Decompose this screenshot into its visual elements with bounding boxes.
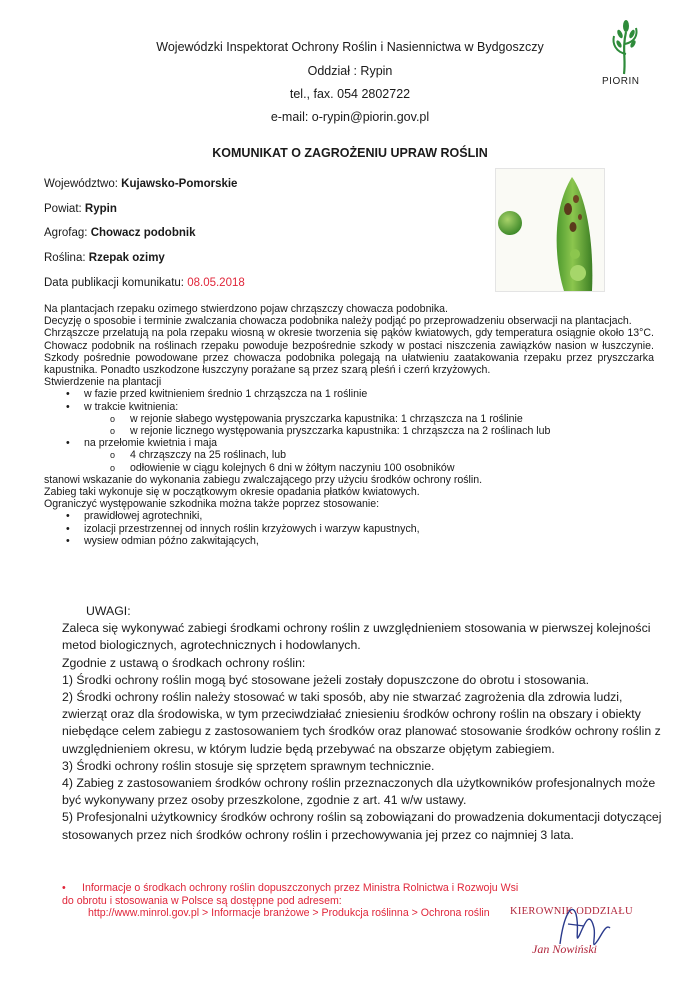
list-item: • prawidłowej agrotechniki,	[44, 510, 654, 522]
email-address[interactable]: e-mail: o-rypin@piorin.gov.pl	[270, 110, 430, 124]
field-voivodeship	[44, 178, 237, 190]
info-note	[62, 882, 582, 920]
legal-notes	[62, 603, 662, 844]
field-value: Kujawsko-Pomorskie	[121, 178, 238, 190]
list-item: o 4 chrząszczy na 25 roślinach, lub	[44, 449, 654, 461]
paragraph: Ograniczyć występowanie szkodnika można także poprzez stosowanie:	[44, 498, 380, 511]
field-label: Agrofag:	[44, 227, 88, 239]
paragraph: 5) Profesjonalni użytkownicy środków ochrony roślin są zobowiązani do prowadzenia dokumentacji dotyczącej stosowanych przez nich środków ochrony roślin i przechowywania jej przez co najmniej 3 lata.	[62, 810, 662, 842]
org-name: Wojewódzki Inspektorat Ochrony Roślin i Nasiennictwa w Bydgoszczy	[156, 40, 544, 54]
notes-heading: UWAGI:	[86, 604, 131, 618]
threshold-list	[44, 437, 654, 449]
piorin-logo	[600, 14, 648, 94]
field-pest	[44, 227, 195, 239]
signature-stamp	[510, 906, 660, 986]
field-value: Rypin	[84, 203, 117, 215]
pod-photo-icon	[496, 169, 604, 291]
list-item: • w trakcie kwitnienia:	[44, 401, 654, 413]
info-line: • Informacje o środkach ochrony roślin dopuszczonych przez Ministra Rolnictwa i Rozwoju Wsi	[62, 882, 519, 894]
list-item: • izolacji przestrzennej od innych roślin krzyżowych i warzyw kapustnych,	[44, 523, 654, 535]
logo-text: PIORIN	[602, 76, 640, 87]
field-label: Województwo:	[44, 178, 118, 190]
threshold-sublist	[44, 449, 654, 473]
bullet-icon: •	[62, 882, 66, 894]
threshold-sublist	[44, 413, 654, 437]
signature-icon	[550, 894, 620, 964]
field-value: Rzepak ozimy	[88, 252, 165, 264]
branch-name: Oddział : Rypin	[307, 64, 393, 78]
field-date	[44, 277, 245, 289]
paragraph: Decyzję o sposobie i terminie zwalczania chowacza podobnika należy podjąć po przeprowadzeniu obserwacji na plantacjach.	[44, 315, 632, 328]
page-title: KOMUNIKAT O ZAGROŻENIU UPRAW ROŚLIN	[212, 146, 488, 160]
info-link[interactable]: http://www.minrol.gov.pl > Informacje branżowe > Produkcja roślinna > Ochrona roślin	[88, 907, 490, 919]
paragraph: 3) Środki ochrony roślin stosuje się sprzętem sprawnym technicznie.	[62, 758, 435, 773]
field-label: Roślina:	[44, 252, 86, 264]
field-plant	[44, 252, 165, 264]
list-item: o w rejonie licznego występowania pryszczarka kapustnika: 1 chrząszcza na 2 roślinach lub	[44, 425, 654, 437]
list-item: • w fazie przed kwitnieniem średnio 1 chrząszcza na 1 roślinie	[44, 388, 654, 400]
methods-list	[44, 510, 654, 547]
field-label: Powiat:	[44, 203, 82, 215]
paragraph: Stwierdzenie na plantacji	[44, 376, 162, 389]
pest-photo	[495, 168, 605, 292]
paragraph: Zaleca się wykonywać zabiegi środkami ochrony roślin z uwzględnieniem stosowania w pierwszej kolejności metod biologicznych, agrotechnicznych i hodowlanych.	[62, 621, 651, 653]
field-value: Chowacz podobnik	[90, 227, 196, 239]
paragraph: Na plantacjach rzepaku ozimego stwierdzono pojaw chrząszczy chowacza podobnika.	[44, 303, 448, 315]
field-label: Data publikacji komunikatu:	[44, 277, 184, 289]
body-text	[44, 303, 654, 547]
list-item: o w rejonie słabego występowania pryszczarka kapustnika: 1 chrząszcza na 1 roślinie	[44, 413, 654, 425]
paragraph: stanowi wskazanie do wykonania zabiegu zwalczającego przy użyciu środków ochrony roślin.	[44, 473, 483, 486]
publication-date: 08.05.2018	[187, 277, 245, 289]
wheat-icon	[600, 14, 648, 76]
stamp-title: KIEROWNIK ODDZIAŁU	[510, 906, 633, 917]
paragraph: Chrząszcze przelatują na pola rzepaku wiosną w okresie tworzenia się pąków kwiatowych, gdy temperatura osiągnie około 13°C. Chowacz podobnik na roślinach rzepaku powoduje bezpośrednie szkody w postaci niszczenia zawiązków nasion w łuszczynie. Szkody pośrednie powodowane przez chowacza podobnika polegają na ułatwieniu zaatakowania rzepaku przez pryszczarka kapustnika. Ponadto uszkodzone łuszczyny porażane są przez szarą pleśń i czerń krzyżowych.	[44, 327, 654, 377]
stamp-name: Jan Nowiński	[532, 942, 597, 956]
paragraph: 2) Środki ochrony roślin należy stosować w taki sposób, aby nie stwarzać zagrożenia dla zdrowia ludzi, zwierząt oraz dla środowiska, w tym przeciwdziałać zniesieniu środków ochrony roślin na obszary i obiekty niebędące celem zabiegu z zastosowaniem tych środków oraz planować stosowanie środków ochrony roślin z uwzględnieniem okresu, w którym ludzie będą przebywać na obszarze objętym zabiegiem.	[62, 690, 661, 756]
info-line: do obrotu i stosowania w Polsce są dostępne pod adresem:	[62, 894, 342, 907]
paragraph: Zabieg taki wykonuje się w początkowym okresie opadania płatków kwiatowych.	[44, 486, 420, 499]
paragraph: 4) Zabieg z zastosowaniem środków ochrony roślin przeznaczonych dla użytkowników profesjonalnych może być wykonywany przez osoby przeszkolone, zgodnie z art. 41 w/w ustawy.	[62, 776, 656, 808]
list-item: o odłowienie w ciągu kolejnych 6 dni w żółtym naczyniu 100 osobników	[44, 462, 654, 474]
list-item: • wysiew odmian późno zakwitających,	[44, 535, 654, 547]
paragraph: Zgodnie z ustawą o środkach ochrony roślin:	[62, 655, 306, 670]
field-county	[44, 203, 117, 215]
list-item: • na przełomie kwietnia i maja	[44, 437, 654, 449]
paragraph: 1) Środki ochrony roślin mogą być stosowane jeżeli zostały dopuszczone do obrotu i stosowania.	[62, 672, 589, 687]
phone-number: tel., fax. 054 2802722	[289, 87, 411, 101]
threshold-list	[44, 388, 654, 412]
